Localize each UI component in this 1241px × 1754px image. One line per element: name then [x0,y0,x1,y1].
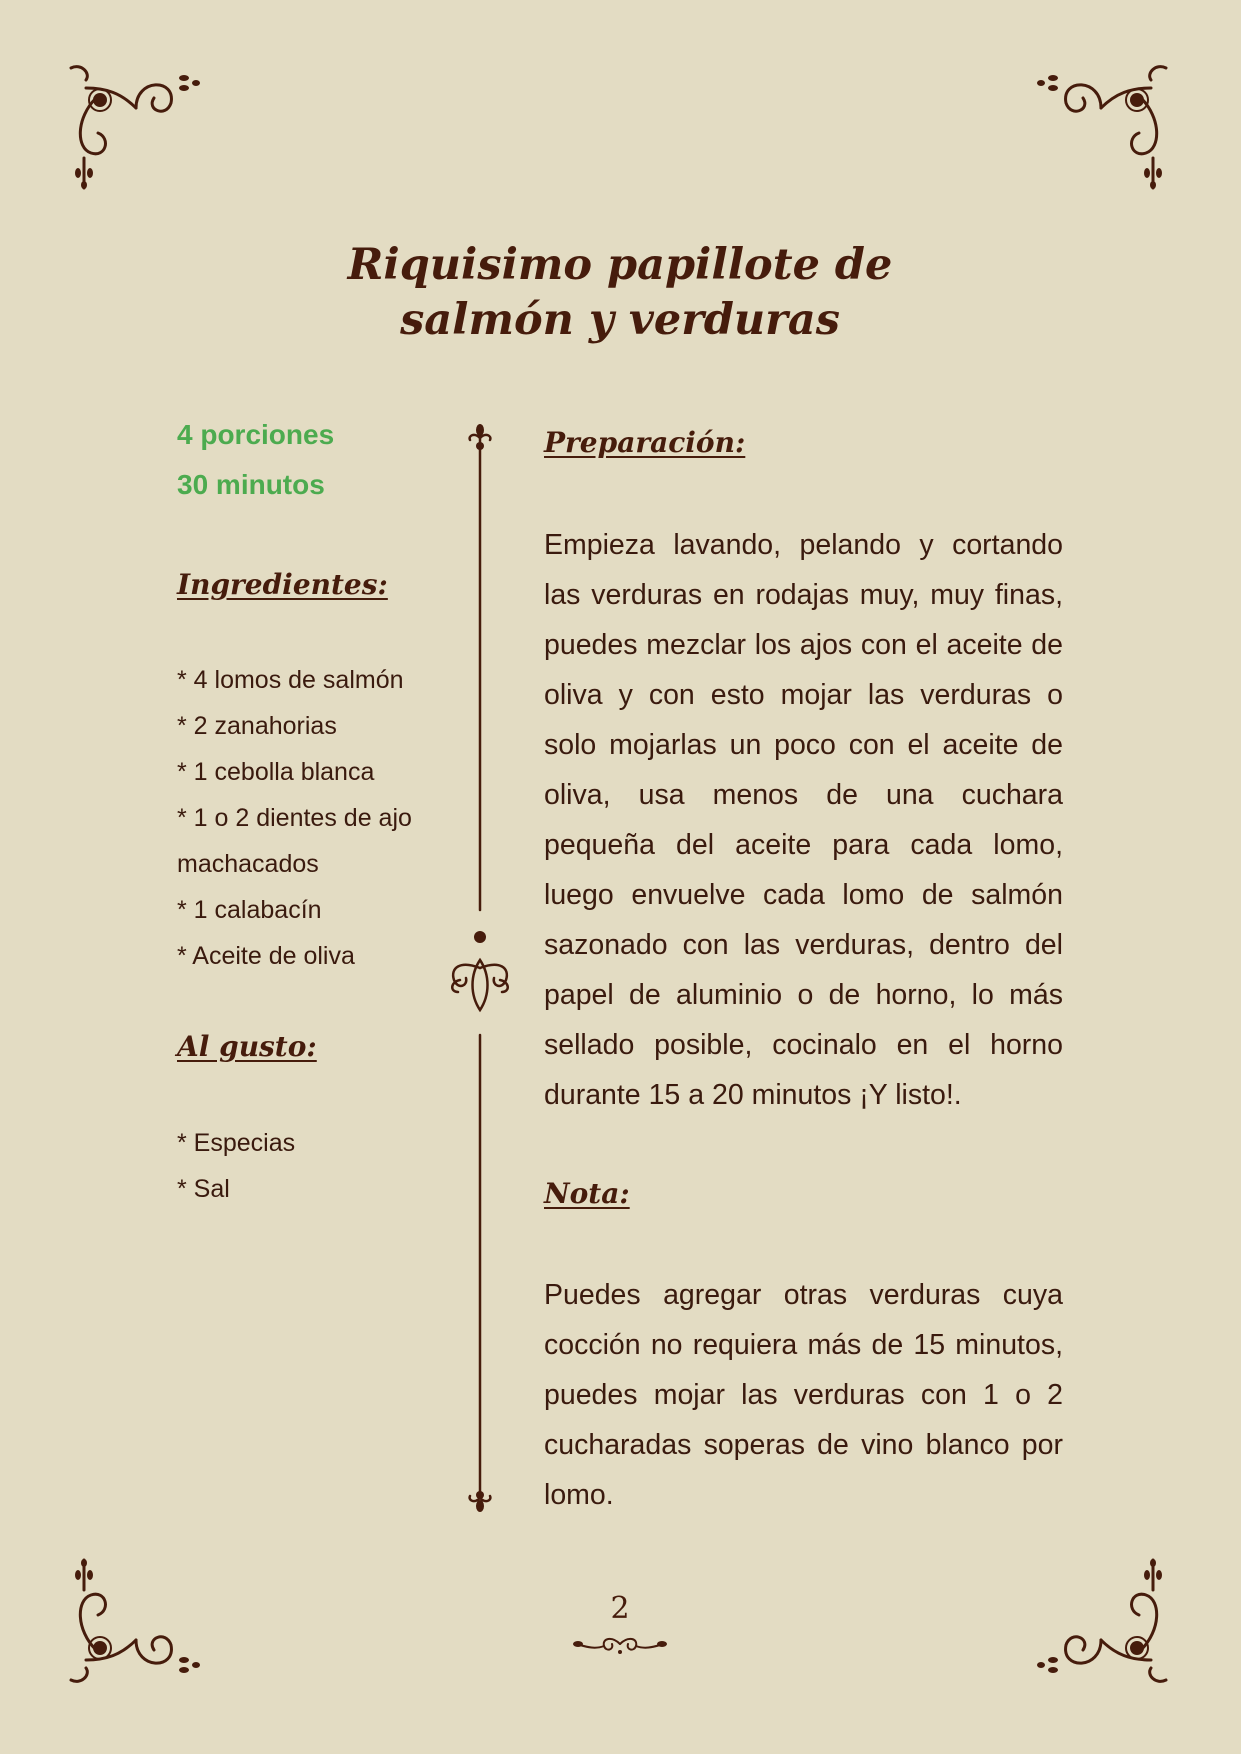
list-item: * 1 calabacín [177,896,322,924]
page-title: Riquisimo papillote de salmón y verduras [347,240,893,345]
page-number: 2 [610,1591,630,1626]
list-item: * 4 lomos de salmón [177,666,404,694]
to-taste-heading: Al gusto: [177,1030,317,1063]
ingredients-heading: Ingredientes: [177,568,388,601]
corner-flourish-icon [66,58,206,198]
list-item: * 1 o 2 dientes de ajo machacados [177,804,412,878]
to-taste-list [177,1120,447,1212]
note-section [544,1270,1063,1520]
vertical-divider-ornament [430,420,530,1520]
corner-flourish-icon [1031,58,1171,198]
preparation-text: Empieza lavando, pelando y cortando las verduras en rodajas muy, muy finas, puedes mezclar los ajos con el aceite de oliva y con esto mojar las verduras o solo mojarlas un poco con el aceite de oliva, usa menos de una cuchara pequeña del aceite para cada lomo, luego envuelve cada lomo de salmón sazonado con las verduras, dentro del papel de aluminio o de horno, lo más sellado posible, cocinalo en el horno durante 15 a 20 minutos ¡Y listo!. [544,529,1063,1111]
list-item: * Aceite de oliva [177,942,355,970]
list-item: * 2 zanahorias [177,712,337,740]
corner-flourish-icon [66,1550,206,1690]
preparation-section [544,520,1063,1120]
preparation-heading: Preparación: [544,426,746,459]
ingredients-list [177,657,447,979]
list-item: * 1 cebolla blanca [177,758,375,786]
page-number-flourish-icon [572,1628,668,1658]
portions-label: 4 porciones [177,419,335,450]
time-label: 30 minutos [177,469,325,500]
list-item: * Especias [177,1129,296,1157]
note-text: Puedes agregar otras verduras cuya cocción no requiera más de 15 minutos, puedes mojar las verduras con 1 o 2 cucharadas soperas de vino blanco por lomo. [544,1279,1063,1511]
corner-flourish-icon [1031,1550,1171,1690]
recipe-meta [177,410,467,510]
list-item: * Sal [177,1175,230,1203]
note-heading: Nota: [544,1177,630,1210]
